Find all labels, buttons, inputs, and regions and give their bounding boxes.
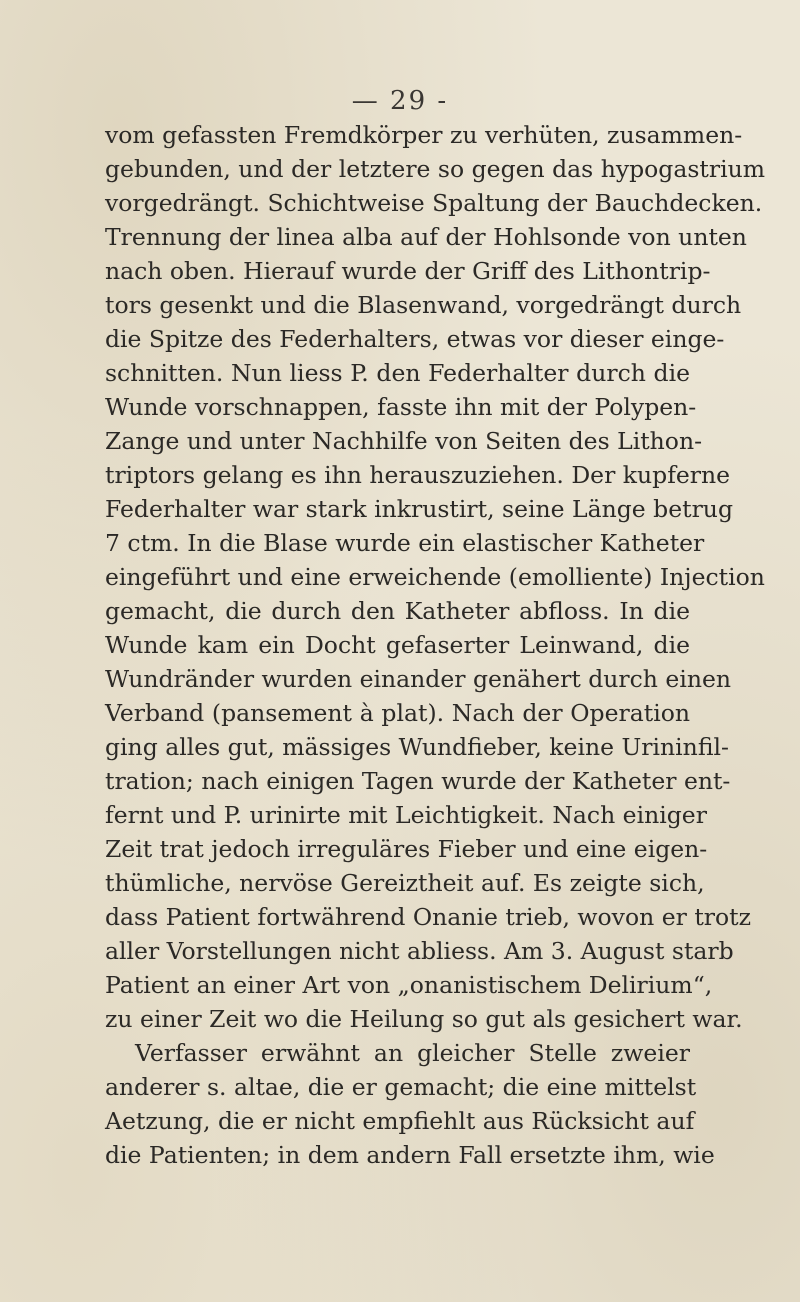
text-line: Zeit trat jedoch irreguläres Fieber und eine eigen- <box>105 835 708 863</box>
text-line: die Spitze des Federhalters, etwas vor dieser einge- <box>105 325 725 353</box>
text-line: aller Vorstellungen nicht abliess. Am 3. August starb <box>105 937 734 965</box>
text-line: fernt und P. urinirte mit Leichtigkeit. Nach einiger <box>105 801 707 829</box>
text-line: nach oben. Hierauf wurde der Griff des Lithontrip- <box>105 257 711 285</box>
text-line: Patient an einer Art von „onanistischem Delirium“, <box>105 971 713 999</box>
text-line: ging alles gut, mässiges Wundfieber, keine Urininfil- <box>105 733 729 761</box>
text-line-indented: Verfasser erwähnt an gleicher Stelle zweier <box>135 1039 690 1067</box>
text-line: tration; nach einigen Tagen wurde der Katheter ent- <box>105 767 731 795</box>
text-line: Federhalter war stark inkrustirt, seine Länge betrug <box>105 495 733 523</box>
text-line: eingeführt und eine erweichende (emolliente) Injection <box>105 563 765 591</box>
text-line: gemacht, die durch den Katheter abfloss. In die <box>105 597 690 625</box>
text-line: 7 ctm. In die Blase wurde ein elastischer Katheter <box>105 529 705 557</box>
page-number: — 29 - <box>351 86 449 116</box>
text-line: Verband (pansement à plat). Nach der Operation <box>105 699 690 727</box>
text-line: schnitten. Nun liess P. den Federhalter durch die <box>105 359 690 387</box>
text-line: vorgedrängt. Schichtweise Spaltung der Bauchdecken. <box>105 189 763 217</box>
text-line: Wunde kam ein Docht gefaserter Leinwand, die <box>105 631 690 659</box>
text-line: thümliche, nervöse Gereiztheit auf. Es zeigte sich, <box>105 869 705 897</box>
text-line: zu einer Zeit wo die Heilung so gut als gesichert war. <box>105 1005 743 1033</box>
text-line: Wunde vorschnappen, fasste ihn mit der Polypen- <box>105 393 697 421</box>
text-line: anderer s. altae, die er gemacht; die eine mittelst <box>105 1073 697 1101</box>
text-line: tors gesenkt und die Blasenwand, vorgedrängt durch <box>105 291 742 319</box>
text-line: vom gefassten Fremdkörper zu verhüten, zusammen- <box>105 121 743 149</box>
text-line: dass Patient fortwährend Onanie trieb, wovon er trotz <box>105 903 751 931</box>
body-text <box>105 118 766 1172</box>
text-line: die Patienten; in dem andern Fall ersetzte ihm, wie <box>105 1141 715 1169</box>
text-line: gebunden, und der letztere so gegen das hypogastrium <box>105 155 766 183</box>
text-line: Trennung der linea alba auf der Hohlsonde von unten <box>105 223 747 251</box>
text-line: Wundränder wurden einander genähert durch einen <box>105 665 732 693</box>
text-line: Aetzung, die er nicht empfiehlt aus Rücksicht auf <box>105 1107 695 1135</box>
text-line: Zange und unter Nachhilfe von Seiten des Lithon- <box>105 427 703 455</box>
text-line: triptors gelang es ihn herauszuziehen. Der kupferne <box>105 461 731 489</box>
